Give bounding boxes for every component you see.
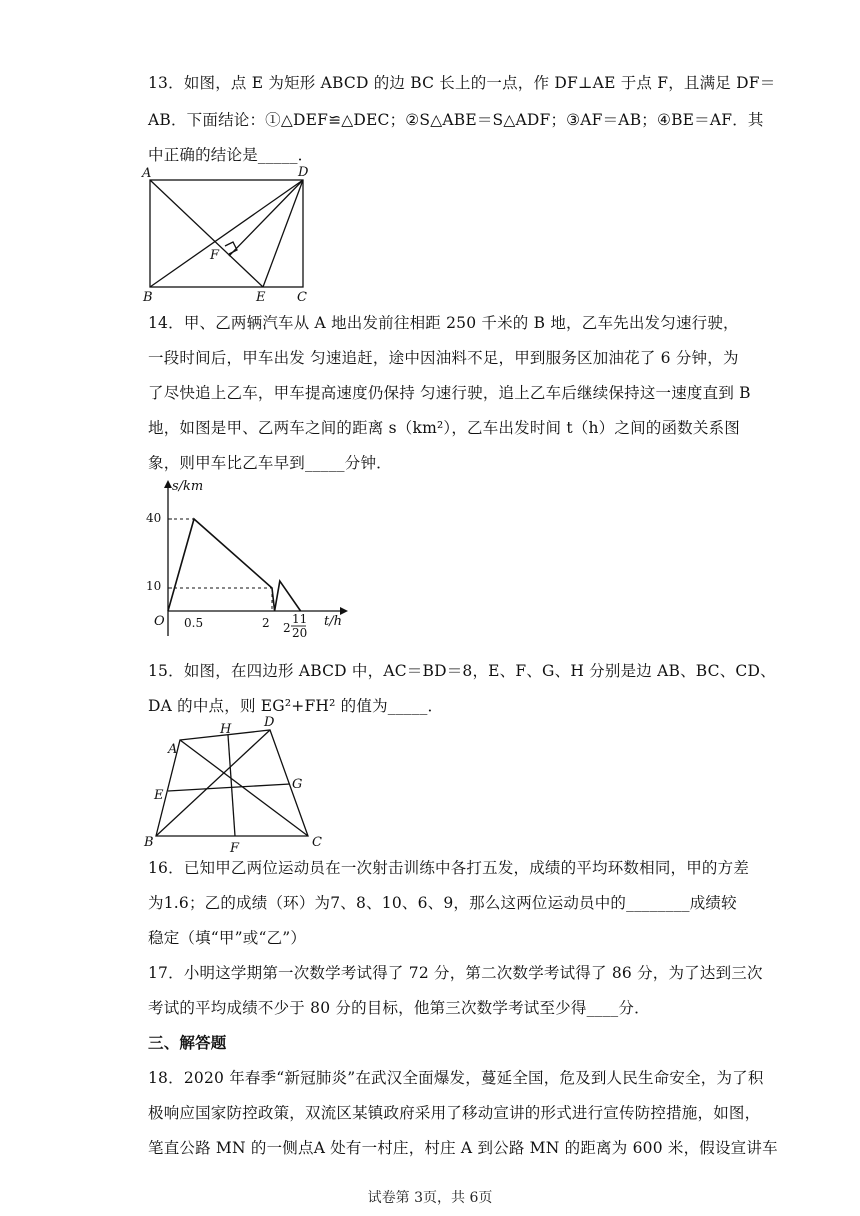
label-a: A <box>168 742 178 757</box>
q15-quadrilateral-figure <box>140 715 340 856</box>
label-c: C <box>312 835 322 850</box>
x-tick-label-0-5: 0.5 <box>184 616 204 630</box>
q14-line-1: 14．甲、乙两辆汽车从 A 地出发前往相距 250 千米的 B 地，乙车先出发匀速行驶， <box>148 314 739 332</box>
x-tick-label-denominator: 20 <box>292 626 308 640</box>
q15-line-2: DA 的中点，则 EG²+FH² 的值为_____． <box>148 697 444 715</box>
quadrilateral-abcd <box>156 730 308 836</box>
q18-line-1: 18．2020 年春季“新冠肺炎”在武汉全面爆发，蔓延全国，危及到人民生命安全，为了积 <box>148 1069 764 1087</box>
x-tick-label-numerator: 11 <box>292 612 308 626</box>
segment-eg <box>168 784 290 791</box>
q18-line-3: 笔直公路 MN 的一侧点A 处有一村庄，村庄 A 到公路 MN 的距离为 600 米，假设宣讲车 <box>148 1139 778 1157</box>
label-d: D <box>298 165 309 180</box>
segment-de <box>263 180 303 287</box>
q13-line-1: 13．如图，点 E 为矩形 ABCD 的边 BC 长上的一点，作 DF⊥AE 于点 F，且满足 DF＝ <box>148 74 776 92</box>
label-g: G <box>292 777 303 792</box>
segment-bd <box>150 180 303 287</box>
q16-line-3: 稳定（填“甲”或“乙”） <box>148 929 307 947</box>
q14-line-4: 地，如图是甲、乙两车之间的距离 s（km²），乙车出发时间 t（h）之间的函数关系图 <box>148 419 740 437</box>
q14-distance-time-chart <box>140 476 350 646</box>
q15-line-1: 15．如图，在四边形 ABCD 中，AC＝BD＝8，E、F、G、H 分别是边 AB、BC、CD、 <box>148 662 776 680</box>
q13-line-2: AB．下面结论：①△DEF≌△DEC；②S△ABE＝S△ADF；③AF＝AB；④BE＝AF．其 <box>148 111 764 129</box>
x-axis-label: t/h <box>324 614 342 629</box>
q14-line-5: 象，则甲车比乙车早到_____分钟． <box>148 454 392 472</box>
q13-rectangle-figure <box>140 162 320 305</box>
q14-line-3: 了尽快追上乙车，甲车提高速度仍保持 匀速行驶，追上乙车后继续保持这一速度直到 B <box>148 384 751 402</box>
label-e: E <box>154 788 164 803</box>
page-footer: 试卷第 3页，共 6页 <box>367 1190 493 1206</box>
q17-line-1: 17．小明这学期第一次数学考试得了 72 分，第二次数学考试得了 86 分，为了达到三次 <box>148 964 763 982</box>
x-tick-label-mixed-whole: 2 <box>283 621 291 635</box>
q14-line-2: 一段时间后，甲车出发 匀速追赶，途中因油料不足，甲到服务区加油花了 6 分钟，为 <box>148 349 739 367</box>
label-b: B <box>144 835 154 850</box>
q16-line-1: 16．已知甲乙两位运动员在一次射击训练中各打五发，成绩的平均环数相同，甲的方差 <box>148 859 750 877</box>
label-f: F <box>230 841 240 856</box>
label-d: D <box>264 715 275 730</box>
segment-ae <box>150 180 263 287</box>
segment-df <box>229 180 303 256</box>
y-tick-label-10: 10 <box>146 579 162 593</box>
label-h: H <box>220 722 232 737</box>
y-axis-arrow <box>164 480 172 488</box>
y-axis-label: s/km <box>172 479 204 494</box>
x-tick-label-2: 2 <box>262 616 270 630</box>
label-b: B <box>143 290 153 305</box>
q16-line-2: 为1.6；乙的成绩（环）为7、8、10、6、9，那么这两位运动员中的________成绩较 <box>148 894 737 912</box>
label-e: E <box>256 290 266 305</box>
q13-line-3: 中正确的结论是_____． <box>148 146 314 164</box>
segment-hf <box>228 735 235 836</box>
label-a: A <box>142 166 152 181</box>
distance-series-line <box>168 519 301 611</box>
y-tick-label-40: 40 <box>146 511 162 525</box>
q17-line-2: 考试的平均成绩不少于 80 分的目标，他第三次数学考试至少得____分． <box>148 999 650 1017</box>
label-f: F <box>210 248 220 263</box>
q18-line-2: 极响应国家防控政策，双流区某镇政府采用了移动宣讲的形式进行宣传防控措施，如图， <box>148 1104 761 1122</box>
section-title: 三、解答题 <box>148 1033 227 1052</box>
origin-label: O <box>154 614 165 629</box>
label-c: C <box>297 290 307 305</box>
